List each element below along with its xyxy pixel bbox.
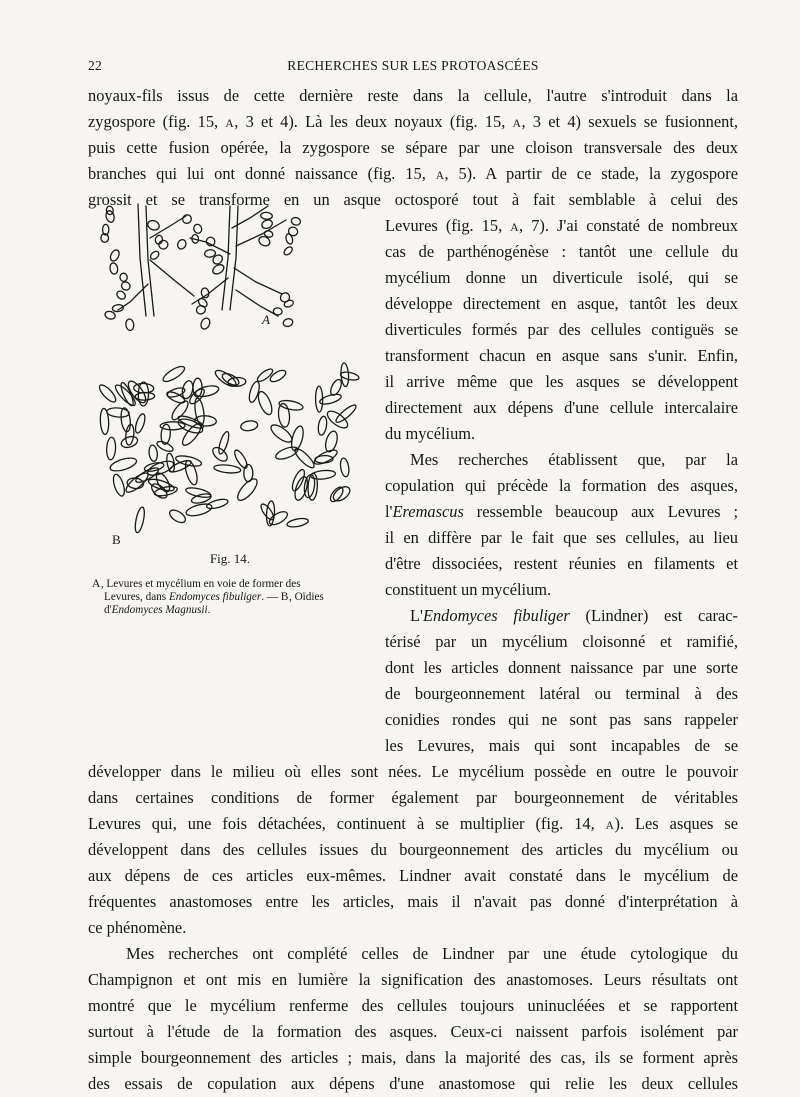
cell-outline	[340, 371, 360, 382]
cell-outline	[185, 502, 213, 518]
cell-outline	[211, 253, 224, 266]
text-line: branches qui lui ont donné naissance (fig. 15, A, 5). A partir de ce stade, la zygospore	[88, 164, 738, 183]
cell-outline	[199, 317, 211, 331]
text-line: copulation qui précède la formation des asques,	[385, 476, 738, 495]
cell-outline	[149, 250, 160, 261]
text-line: simple bourgeonnement des articles ; mais, dans la majorité des cas, ils se forment après	[88, 1048, 738, 1067]
cell-outline	[165, 390, 186, 405]
cell-outline	[195, 304, 207, 315]
cell-outline	[204, 249, 216, 257]
text-line: térisé par un mycélium cloisonné et ramifié,	[385, 632, 738, 651]
text-line: mycélium donne un diverticule isolé, qui se	[385, 268, 738, 287]
text-line: diverticules formés par des cellules contiguës se	[385, 320, 738, 339]
text-line: Levures (fig. 15, A, 7). J'ai constaté de nombreux	[385, 216, 738, 235]
cell-outline	[181, 380, 195, 400]
figure-part-a-mycelium	[101, 204, 301, 331]
cell-outline	[183, 459, 199, 486]
page-number: 22	[88, 58, 103, 73]
text-line: constituent un mycélium.	[385, 580, 552, 599]
text-line: l'Eremascus ressemble beaucoup aux Levures ;	[385, 502, 738, 521]
cell-outline	[167, 508, 187, 526]
cell-outline	[176, 238, 187, 250]
cell-outline	[317, 416, 328, 436]
cell-outline	[146, 219, 160, 232]
cell-outline	[286, 517, 309, 528]
cell-outline	[201, 287, 210, 298]
cell-outline	[266, 501, 276, 526]
cell-outline	[240, 420, 258, 432]
text-line: noyaux-fils issus de cette dernière reste dans la cellule, l'autre s'introduit dans la	[88, 86, 738, 105]
text-line: fréquentes anastomoses entre les articles, mais il n'avait pas donné d'interprétation à	[88, 892, 738, 911]
figure-illustration	[90, 198, 372, 544]
cell-outline	[205, 236, 217, 248]
figure-label-a: A	[262, 312, 270, 327]
cell-outline	[109, 249, 121, 263]
text-line: les Levures, mais qui sont incapables de se	[385, 736, 738, 755]
text-line: ce phénomène.	[88, 918, 187, 937]
cell-outline	[100, 408, 110, 434]
cell-outline	[339, 457, 350, 477]
cell-outline	[120, 273, 128, 282]
cell-outline	[268, 368, 287, 384]
cell-outline	[283, 299, 294, 308]
figure-14	[90, 198, 372, 544]
cell-outline	[213, 368, 238, 390]
cell-outline	[193, 223, 203, 234]
text-line: développer dans le milieu où elles sont nées. Le mycélium possède en outre le pouvoir	[88, 762, 738, 781]
text-line: grossit et se transforme en un asque octosporé tout à fait semblable à celui des	[88, 190, 738, 209]
text-line: montré que le mycélium renferme des cellules toujours uninucléées et se rapportent	[88, 996, 738, 1015]
cell-outline	[161, 364, 187, 384]
cell-outline	[105, 210, 116, 223]
cell-outline	[325, 408, 351, 431]
cell-outline	[112, 304, 124, 312]
cell-outline	[256, 390, 275, 417]
cell-outline	[97, 383, 118, 405]
text-line: zygospore (fig. 15, A, 3 et 4). Là les deux noyaux (fig. 15, A, 3 et 4) sexuels se fusionnent,	[88, 112, 738, 131]
text-line: de bourgeonnement latéral ou terminal à des	[385, 684, 738, 703]
cell-outline	[323, 430, 339, 453]
cell-outline	[166, 453, 176, 473]
text-line: d'être dissociées, restent réunies en filaments et	[385, 554, 738, 573]
cell-outline	[120, 280, 131, 291]
cell-outline	[149, 481, 169, 500]
text-line: des essais de copulation aux dépens d'une anastomose qui relie les deux cellules	[88, 1074, 738, 1093]
cell-outline	[111, 473, 126, 497]
cell-outline	[147, 477, 175, 493]
text-line: développent dans des cellules issues du bourgeonnement des articles du mycélium ou	[88, 840, 738, 859]
cell-outline	[158, 240, 168, 250]
text-line: développe directement en asque, tantôt les deux	[385, 294, 738, 313]
cell-outline	[273, 308, 282, 316]
cell-outline	[120, 407, 132, 432]
text-line: Mes recherches ont complété celles de Lindner par une étude cytologique du	[126, 944, 738, 963]
cell-outline	[287, 226, 299, 238]
page-header	[88, 58, 738, 80]
cell-outline	[134, 413, 147, 434]
text-line: transforment chacun en asque sans s'unir. Enfin,	[385, 346, 738, 365]
cell-outline	[125, 319, 134, 331]
cell-outline	[104, 310, 116, 320]
cell-outline	[106, 437, 116, 460]
cell-outline	[185, 486, 212, 499]
figure-caption-line: d'Endomyces Magnusii.	[104, 604, 211, 616]
text-line: il arrive même que les asques se développent	[385, 372, 738, 391]
cell-outline	[307, 473, 318, 500]
text-line: aux dépens de ces articles eux-mêmes. Lindner avait constaté dans le mycélium de	[88, 866, 738, 885]
figure-caption-line: Levures, dans Endomyces fibuliger. — B, Oïdies	[104, 591, 324, 603]
cell-outline	[260, 212, 272, 220]
cell-outline	[283, 245, 294, 256]
cell-outline	[211, 263, 225, 276]
cell-outline	[291, 217, 302, 226]
text-line: directement aux dépens d'une cellule intercalaire	[385, 398, 738, 417]
text-line: L'Endomyces fibuliger (Lindner) est carac-	[410, 606, 738, 625]
text-line: du mycélium.	[385, 424, 476, 443]
running-title: RECHERCHES SUR LES PROTOASCÉES	[287, 58, 539, 73]
cell-outline	[148, 445, 158, 462]
cell-outline	[213, 464, 241, 474]
cell-outline	[120, 435, 139, 450]
cell-outline	[277, 403, 290, 428]
cell-outline	[180, 421, 204, 448]
cell-outline	[282, 318, 293, 328]
figure-part-b-oidia	[97, 363, 360, 534]
cell-outline	[156, 439, 175, 453]
figure-title: Fig. 14.	[209, 551, 251, 566]
text-line: conidies rondes qui ne sont pas sans rappeler	[385, 710, 738, 729]
figure-caption-line: A, Levures et mycélium en voie de former des	[92, 578, 301, 590]
cell-outline	[278, 399, 304, 412]
text-line: il en diffère par le fait que ses cellules, au lieu	[385, 528, 738, 547]
text-line: dans certaines conditions de former également par bourgeonnement de véritables	[88, 788, 738, 807]
cell-outline	[193, 378, 202, 397]
text-line: dont les articles donnent naissance par une sorte	[385, 658, 738, 677]
text-line: surtout à l'étude de la formation des asques. Ceux-ci naissent parfois isolément par	[88, 1022, 738, 1041]
cell-outline	[285, 233, 294, 245]
cell-outline	[133, 506, 146, 533]
cell-outline	[109, 262, 118, 274]
text-line: Champignon et ont mis en lumière la signification des anastomoses. Leurs résultats ont	[88, 970, 738, 989]
text-line: Mes recherches établissent que, par la	[410, 450, 738, 469]
cell-outline	[194, 384, 219, 399]
text-line: cas de parthénogénèse : tantôt une cellule du	[385, 242, 738, 261]
cell-outline	[115, 289, 127, 300]
cell-outline	[235, 476, 261, 503]
cell-outline	[144, 461, 165, 473]
text-line: Levures qui, une fois détachées, continuent à se multiplier (fig. 14, A). Les asques se	[88, 814, 738, 833]
cell-outline	[181, 213, 193, 225]
figure-label-b: B	[112, 532, 121, 544]
cell-outline	[267, 509, 289, 527]
text-line: puis cette fusion opérée, la zygospore se sépare par une cloison transversale des deux	[88, 138, 738, 157]
